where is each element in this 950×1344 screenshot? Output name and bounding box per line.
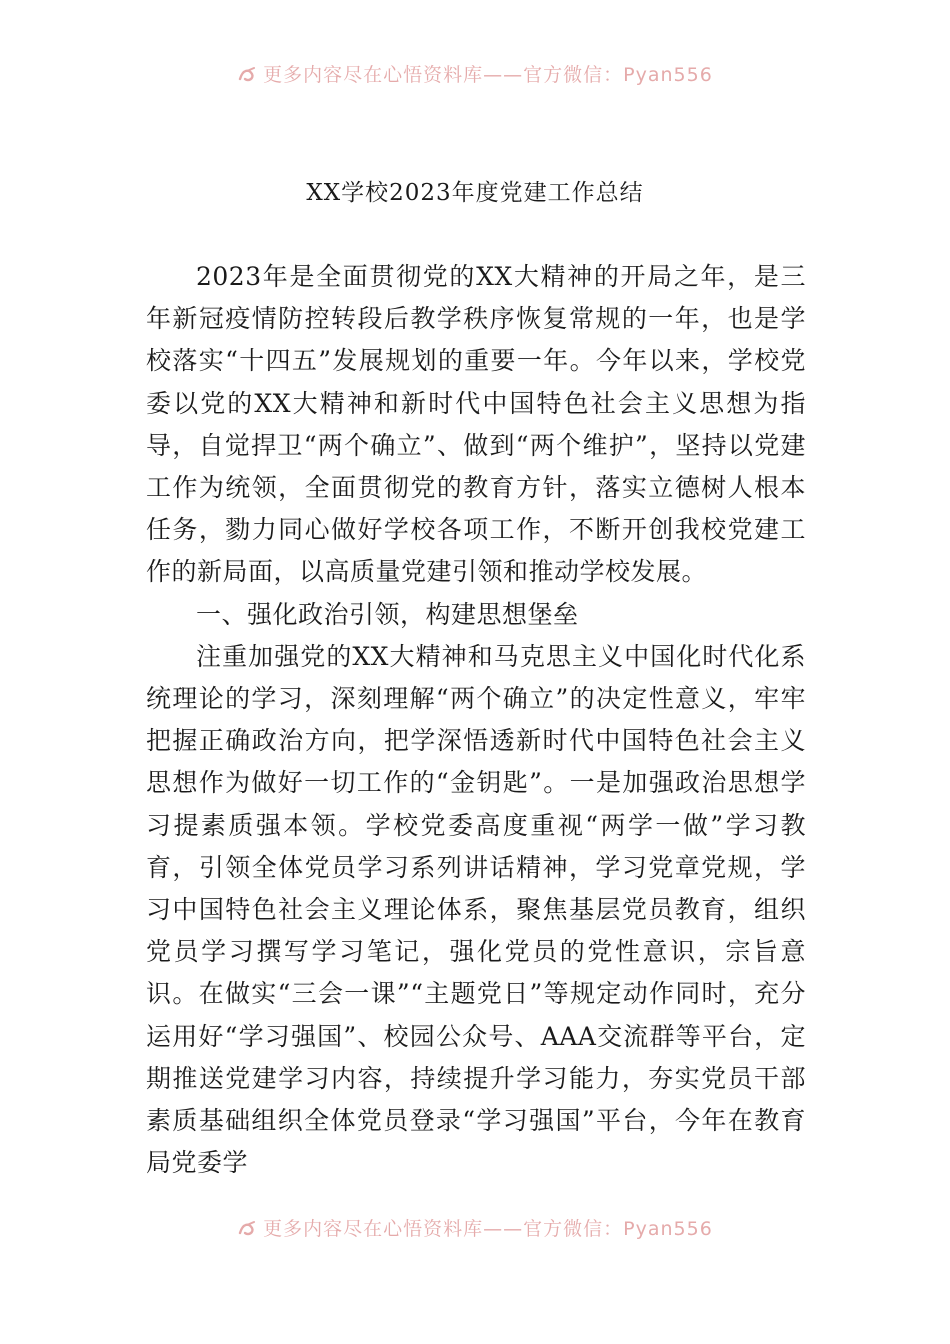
watermark-footer [0,1214,950,1241]
brand-logo-icon [237,65,257,85]
document-body [146,256,806,1184]
watermark-text: 更多内容尽在心悟资料库——官方微信：Pyan556 [263,64,713,86]
brand-logo-icon [237,1219,257,1239]
section-heading: 一、强化政治引领，构建思想堡垒 [196,599,579,629]
document-title: XX学校2023年度党建工作总结 [306,180,644,206]
intro-paragraph: 2023年是全面贯彻党的XX大精神的开局之年，是三年新冠疫情防控转段后教学秩序恢复常规的一年，也是学校落实“十四五”发展规划的重要一年。今年以来，学校党委以党的XX大精神和新时代中国特色社会主义思想为指导，自觉捍卫“两个确立”、做到“两个维护”，坚持以党建工作为统领，全面贯彻党的教育方针，落实立德树人根本任务，勠力同心做好学校各项工作，不断开创我校党建工作的新局面，以高质量党建引领和推动学校发展。 [146,262,806,587]
section-paragraph: 注重加强党的XX大精神和马克思主义中国化时代化系统理论的学习，深刻理解“两个确立”的决定性意义，牢牢把握正确政治方向，把学深悟透新时代中国特色社会主义思想作为做好一切工作的“金钥匙”。一是加强政治思想学习提素质强本领。学校党委高度重视“两学一做”学习教育，引领全体党员学习系列讲话精神，学习党章党规，学习中国特色社会主义理论体系，聚焦基层党员教育，组织党员学习撰写学习笔记，强化党员的党性意识，宗旨意识。在做实“三会一课”“主题党日”等规定动作同时，充分运用好“学习强国”、校园公众号、AAA交流群等平台，定期推送党建学习内容，持续提升学习能力，夯实党员干部素质基础组织全体党员登录“学习强国”平台，今年在教育局党委学 [146,641,806,1178]
watermark-text: 更多内容尽在心悟资料库——官方微信：Pyan556 [263,1218,713,1240]
watermark-header [0,60,950,87]
